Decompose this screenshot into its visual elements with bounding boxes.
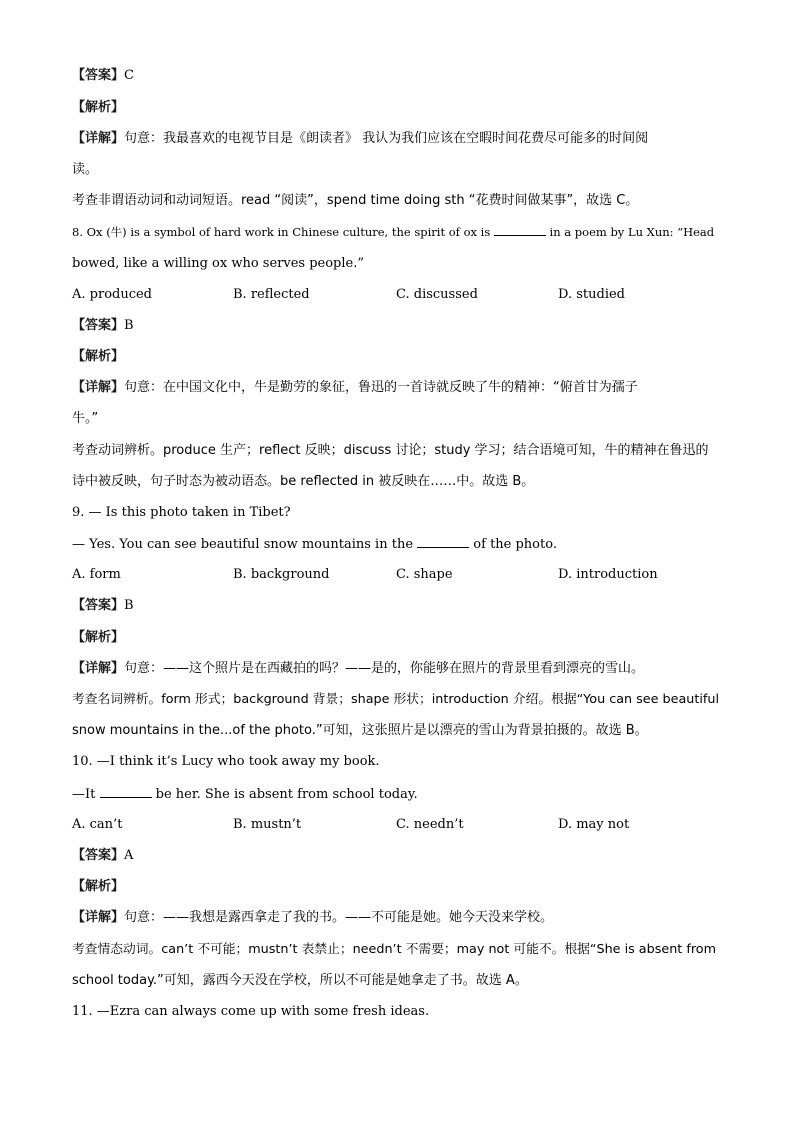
explanation-q8-cont: 诗中被反映，句子时态为被动语态。be reflected in 被反映在……中。故选 B。 xyxy=(72,474,535,489)
explanation-q7: 考查非谓语动词和动词短语。read “阅读”，spend time doing sth “花费时间做某事”，故选 C。 xyxy=(72,193,639,208)
stem-text-after: in a poem by Lu Xun: “Head xyxy=(549,225,715,239)
answer-blank xyxy=(417,534,469,548)
explanation-q10: 考查情态动词。can’t 不可能；mustn’t 表禁止；needn’t 不需要；may not 可能不。根据“She is absent from xyxy=(72,942,717,957)
option-b: B. mustn’t xyxy=(233,817,302,832)
option-d: D. introduction xyxy=(558,567,658,582)
analysis-line-q7 xyxy=(72,98,124,118)
answer-line-q10 xyxy=(72,846,133,866)
explanation-q8: 考查动词辨析。produce 生产；reflect 反映；discuss 讨论；study 学习；结合语境可知，牛的精神在鲁迅的 xyxy=(72,443,709,458)
question-8-stem xyxy=(72,222,714,242)
detail-text: 句意：在中国文化中，牛是勤劳的象征，鲁迅的一首诗就反映了牛的精神：“俯首甘为孺子 xyxy=(124,380,638,395)
answer-blank xyxy=(100,784,152,798)
detail-tag: 【详解】 xyxy=(72,380,125,395)
analysis-tag: 【解析】 xyxy=(72,100,125,115)
question-8-stem-cont: bowed, like a willing ox who serves people.” xyxy=(72,256,365,271)
stem-text: —It xyxy=(72,787,96,802)
answer-value: A xyxy=(124,848,134,863)
question-9-stem: 9. — Is this photo taken in Tibet? xyxy=(72,505,291,520)
explanation-q10-cont: school today.”可知，露西今天没在学校，所以不可能是她拿走了书。故选 A。 xyxy=(72,973,528,988)
answer-value: C xyxy=(124,68,134,83)
question-9-stem-cont xyxy=(72,534,557,555)
answer-value: B xyxy=(124,598,134,613)
stem-text: — Yes. You can see beautiful snow mountains in the xyxy=(72,537,414,552)
detail-tag: 【详解】 xyxy=(72,910,125,925)
option-c: C. discussed xyxy=(396,287,478,302)
explanation-q9: 考查名词辨析。form 形式；background 背景；shape 形状；introduction 介绍。根据“You can see beautiful xyxy=(72,692,720,707)
answer-tag: 【答案】 xyxy=(72,68,125,83)
option-a: A. form xyxy=(72,567,121,582)
question-10-stem-cont xyxy=(72,784,418,805)
answer-line-q8 xyxy=(72,316,134,336)
answer-line-q9 xyxy=(72,596,134,616)
explanation-q9-cont: snow mountains in the...of the photo.”可知，这张照片是以漂亮的雪山为背景拍摄的。故选 B。 xyxy=(72,723,648,738)
detail-text: 句意：我最喜欢的电视节目是《朗读者》 我认为我们应该在空暇时间花费尽可能多的时间阅 xyxy=(124,131,649,146)
analysis-line-q9 xyxy=(72,628,124,648)
stem-text-after: be her. She is absent from school today. xyxy=(155,787,418,802)
option-a: A. can’t xyxy=(72,817,123,832)
answer-tag: 【答案】 xyxy=(72,318,125,333)
detail-tag: 【详解】 xyxy=(72,661,125,676)
detail-line-q8-cont: 牛。” xyxy=(72,411,99,426)
answer-tag: 【答案】 xyxy=(72,848,125,863)
detail-line-q7 xyxy=(72,129,648,149)
detail-line-q9 xyxy=(72,659,644,679)
analysis-tag: 【解析】 xyxy=(72,630,125,645)
option-b: B. background xyxy=(233,567,330,582)
detail-text: 句意：——我想是露西拿走了我的书。——不可能是她。她今天没来学校。 xyxy=(124,910,554,925)
option-a: A. produced xyxy=(72,287,153,302)
analysis-line-q8 xyxy=(72,347,124,367)
question-11-stem: 11. —Ezra can always come up with some fresh ideas. xyxy=(72,1004,430,1019)
option-d: D. may not xyxy=(558,817,630,832)
analysis-tag: 【解析】 xyxy=(72,879,125,894)
detail-text: 句意：——这个照片是在西藏拍的吗？——是的，你能够在照片的背景里看到漂亮的雪山。 xyxy=(124,661,645,676)
stem-text: 8. Ox (牛) is a symbol of hard work in Chinese culture, the spirit of ox is xyxy=(72,225,491,239)
detail-tag: 【详解】 xyxy=(72,131,125,146)
detail-line-q10 xyxy=(72,908,553,928)
option-b: B. reflected xyxy=(233,287,310,302)
question-10-stem: 10. —I think it’s Lucy who took away my book. xyxy=(72,754,380,769)
analysis-line-q10 xyxy=(72,877,124,897)
detail-line-q8 xyxy=(72,378,638,398)
stem-text-after: of the photo. xyxy=(473,537,557,552)
detail-line-q7-cont: 读。 xyxy=(72,162,99,177)
answer-line-q7 xyxy=(72,66,134,86)
answer-value: B xyxy=(124,318,134,333)
option-c: C. shape xyxy=(396,567,453,582)
answer-tag: 【答案】 xyxy=(72,598,125,613)
option-c: C. needn’t xyxy=(396,817,464,832)
answer-blank xyxy=(494,222,546,236)
analysis-tag: 【解析】 xyxy=(72,349,125,364)
option-d: D. studied xyxy=(558,287,625,302)
